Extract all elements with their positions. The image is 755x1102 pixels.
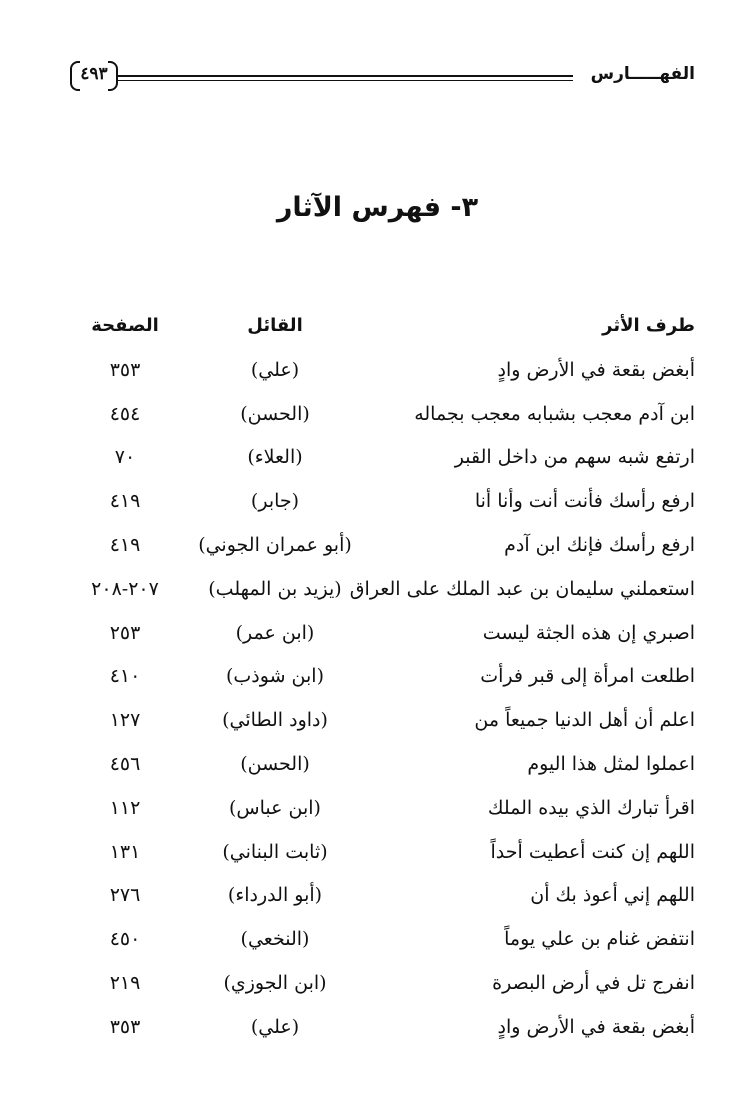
athar-cell: ارفع رأسك فأنت أنت وأنا أنا xyxy=(474,490,695,513)
page-cell: ٤٥٠ xyxy=(109,928,141,951)
athar-cell: أبغض بقعة في الأرض وادٍ xyxy=(497,1015,695,1038)
page-header xyxy=(70,58,695,98)
table-row xyxy=(70,483,695,527)
header-rule xyxy=(118,75,573,81)
speaker-cell: (ابن الجوزي) xyxy=(223,971,327,994)
table-body xyxy=(70,352,695,1053)
table-row xyxy=(70,615,695,659)
page-cell: ٤١٩ xyxy=(109,533,141,556)
page-cell: ١٢٧ xyxy=(109,709,141,732)
athar-cell: اطلعت امرأة إلى قبر فرأت xyxy=(480,665,695,688)
page-cell: ٣٥٣ xyxy=(109,1015,141,1038)
speaker-cell: (أبو الدرداء) xyxy=(227,884,323,907)
page-cell: ٧٠ xyxy=(114,446,136,469)
page-cell: ٤١٩ xyxy=(109,490,141,513)
speaker-cell: (العلاء) xyxy=(247,446,303,469)
page-cell: ٤٥٤ xyxy=(109,402,141,425)
speaker-cell: (ابن عمر) xyxy=(235,621,315,644)
column-header-athar: طرف الأثر xyxy=(602,315,695,336)
table-row xyxy=(70,396,695,440)
athar-cell: انتفض غنام بن علي يوماً xyxy=(504,928,695,951)
page-cell: ١١٢ xyxy=(109,796,141,819)
speaker-cell: (جابر) xyxy=(250,490,300,513)
table-row xyxy=(70,921,695,965)
running-head: الفهـــــارس xyxy=(590,64,695,84)
page-number: ٤٩٣ xyxy=(70,60,118,88)
athar-cell: استعملني سليمان بن عبد الملك على العراق xyxy=(349,577,695,600)
athar-cell: أبغض بقعة في الأرض وادٍ xyxy=(497,358,695,381)
table-row xyxy=(70,571,695,615)
page-cell: ٢٧٦ xyxy=(109,884,141,907)
speaker-cell: (ابن شوذب) xyxy=(226,665,324,688)
athar-cell: اصبري إن هذه الجثة ليست xyxy=(482,621,695,644)
athar-index-table xyxy=(70,308,695,1053)
athar-cell: ارتفع شبه سهم من داخل القبر xyxy=(454,446,695,469)
section-title: ٣- فهرس الآثار xyxy=(276,192,479,223)
page-cell: ٤٥٦ xyxy=(109,752,141,775)
page-cell: ٢٠٧-٢٠٨ xyxy=(91,577,159,600)
speaker-cell: (ثابت البناني) xyxy=(222,840,328,863)
table-row xyxy=(70,834,695,878)
athar-cell: اعلم أن أهل الدنيا جميعاً من xyxy=(474,709,695,732)
athar-cell: انفرج تل في أرض البصرة xyxy=(492,971,695,994)
table-row xyxy=(70,702,695,746)
athar-cell: اعملوا لمثل هذا اليوم xyxy=(527,752,695,775)
athar-cell: ابن آدم معجب بشبابه معجب بجماله xyxy=(414,402,695,425)
table-row xyxy=(70,352,695,396)
page-cell: ٣٥٣ xyxy=(109,358,141,381)
page-cell: ٤١٠ xyxy=(109,665,141,688)
table-row xyxy=(70,527,695,571)
speaker-cell: (الحسن) xyxy=(240,752,310,775)
speaker-cell: (علي) xyxy=(250,1015,300,1038)
table-header-row xyxy=(70,308,695,352)
speaker-cell: (يزيد بن المهلب) xyxy=(208,577,342,600)
page-cell: ٢٥٣ xyxy=(109,621,141,644)
table-row xyxy=(70,1009,695,1053)
speaker-cell: (علي) xyxy=(250,358,300,381)
column-header-speaker: القائل xyxy=(247,315,303,336)
speaker-cell: (ابن عباس) xyxy=(229,796,321,819)
speaker-cell: (داود الطائي) xyxy=(222,709,328,732)
table-row xyxy=(70,439,695,483)
table-row xyxy=(70,965,695,1009)
table-row xyxy=(70,746,695,790)
table-row xyxy=(70,877,695,921)
athar-cell: اقرأ تبارك الذي بيده الملك xyxy=(487,796,695,819)
athar-cell: ارفع رأسك فإنك ابن آدم xyxy=(504,533,695,556)
table-row xyxy=(70,790,695,834)
athar-cell: اللهم إني أعوذ بك أن xyxy=(530,884,695,907)
speaker-cell: (أبو عمران الجوني) xyxy=(198,533,352,556)
page-cell: ١٣١ xyxy=(109,840,141,863)
table-row xyxy=(70,658,695,702)
athar-cell: اللهم إن كنت أعطيت أحداً xyxy=(490,840,695,863)
page-cell: ٢١٩ xyxy=(109,971,141,994)
speaker-cell: (الحسن) xyxy=(240,402,310,425)
speaker-cell: (النخعي) xyxy=(240,928,310,951)
column-header-page: الصفحة xyxy=(91,315,159,336)
